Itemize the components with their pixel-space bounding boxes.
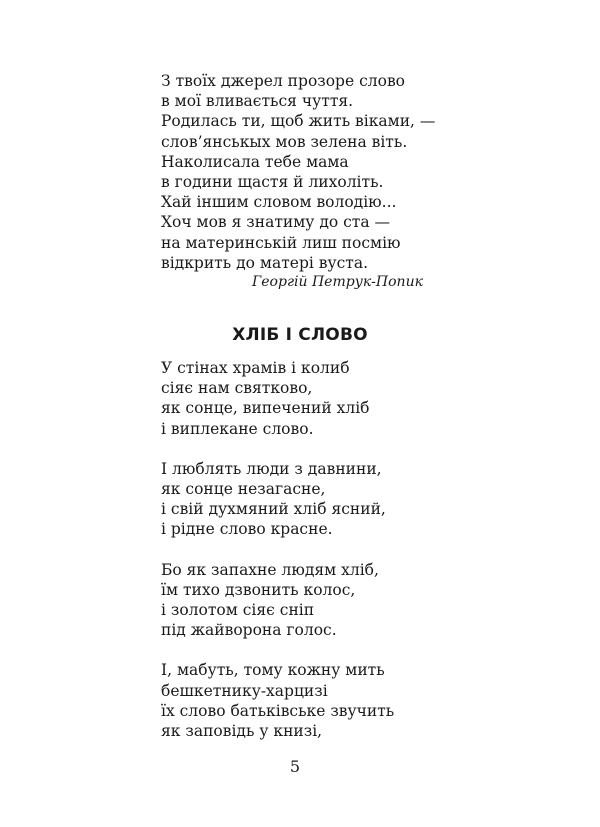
poem-line: слов’янськых мов зелена віть. [161,132,408,151]
poem-stanza [161,560,481,641]
poem-line: Хай іншим словом володію... [161,193,397,212]
poem-author: Георгій Петрук-Попик [252,274,423,290]
poem-line: З твоїх джерел прозоре слово [161,72,405,90]
poem-line: їх слово батьківське звучить [161,701,395,720]
poem-line: І люблять люди з давнини, [161,459,382,478]
poem-line: Наколисала тебе мама [161,152,349,171]
poem-second [161,358,481,761]
poem-line: Бо як запахне людям хліб, [161,560,379,579]
poem-line: відкрить до матері вуста. [161,253,369,272]
poem-line: Родилась ти, щоб жить віками, — [161,112,436,131]
poem-line: Хоч мов я знатиму до ста — [161,213,391,232]
poem-line: в мої вливається чуття. [161,92,354,111]
poem-line: і рідне слово красне. [161,520,333,539]
poem-line: бешкетнику-харцизі [161,681,328,700]
poem-line: У стінах храмів і колиб [161,359,350,377]
poem-line: і виплекане слово. [161,419,314,438]
poem-line: як сонце незагасне, [161,480,326,499]
poem-title: ХЛІБ І СЛОВО [232,325,368,345]
poem-line: і золотом сіяє сніп [161,601,315,620]
poem-stanza [161,660,481,741]
poem-line: як заповідь у книзі, [161,722,323,741]
poem-stanza [161,459,481,540]
poem-first [161,71,461,273]
poem-line: як сонце, випечений хліб [161,399,370,418]
poem-line: і свій духмяний хліб ясний, [161,500,386,519]
page-number: 5 [289,757,301,776]
poem-line: на материнській лиш посмію [161,233,401,252]
poem-line: під жайворона голос. [161,621,337,640]
poem-line: сіяє нам святково, [161,379,313,398]
poem-stanza [161,358,481,439]
poem-line: в години щастя й лихоліть. [161,173,384,192]
poem-line: І, мабуть, тому кожну мить [161,661,385,680]
poem-line: їм тихо дзвонить колос, [161,580,356,599]
